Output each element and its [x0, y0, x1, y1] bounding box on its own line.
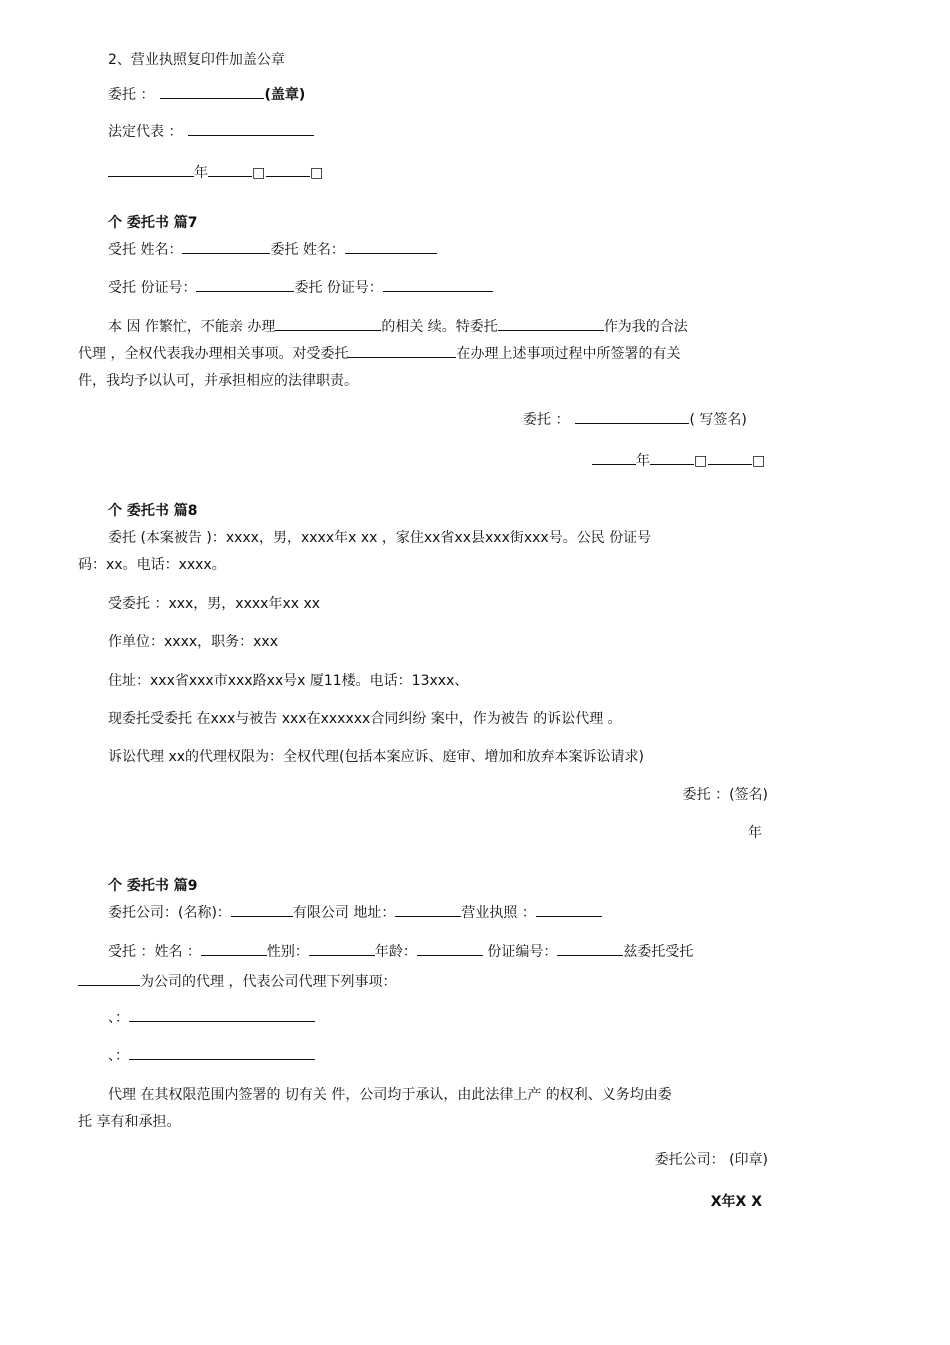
s7-para-1a: 本 因 作繁忙，不能亲 办理 [108, 319, 276, 335]
s9-item-1-blank[interactable] [129, 1008, 315, 1022]
s9-trustee-line [108, 942, 693, 962]
trustee-id-label: 受托 份证号： [108, 280, 197, 296]
s9-age-blank[interactable] [417, 942, 483, 956]
s9-name-label: 受托 ：姓名 ： [108, 944, 201, 960]
s9-age-label: 年龄： [374, 944, 417, 960]
day-label: □ [310, 165, 324, 181]
s9-id-label: 份证编号： [482, 944, 558, 960]
s7-para-2b: 在办理上述事项过程中所签署的有关 [456, 346, 681, 362]
s9-entrust-label: 兹委托受托 [623, 944, 694, 960]
s7-year-label: 年 [636, 453, 650, 469]
s7-sign-blank[interactable] [575, 410, 689, 424]
s9-gender-blank[interactable] [309, 942, 375, 956]
date-line-1 [108, 163, 324, 183]
s7-sign-line [523, 410, 747, 430]
s9-item-2 [108, 1046, 315, 1066]
s7-date-line [592, 451, 766, 471]
s9-company-line [108, 903, 602, 923]
entrusting-party-line [108, 85, 305, 105]
s9-item-2-label: 、： [108, 1048, 129, 1064]
s9-gender-label: 性别： [266, 944, 309, 960]
s8-sign: 委托 ：(签名) [682, 787, 768, 803]
entrusting-party-label: 委托 ： [108, 87, 155, 103]
s7-day-label: □ [752, 453, 766, 469]
truster-name-label: 委托 姓名： [270, 242, 345, 258]
seal-note: (盖章) [264, 87, 306, 103]
month-blank[interactable] [208, 163, 252, 177]
s7-month-label: □ [694, 453, 708, 469]
legal-rep-line [108, 122, 314, 142]
s8-para-6: 诉讼代理 xx的代理权限为：全权代理(包括本案应诉、庭审、增加和放弃本案诉讼请求) [108, 749, 644, 765]
truster-id-blank[interactable] [383, 278, 493, 292]
trustee-id-blank[interactable] [196, 278, 294, 292]
year-blank[interactable] [108, 163, 194, 177]
s9-agent-text: 为公司的代理 ，代表公司代理下列事项： [140, 974, 397, 990]
s7-year-blank[interactable] [592, 451, 636, 465]
s7-sign-label: 委托 ： [523, 412, 570, 428]
agent-blank-2[interactable] [348, 344, 456, 358]
s9-para-1: 代理 在其权限范围内签署的 切有关 件，公司均于承认，由此法律上产 的权利、义务均由委 [108, 1087, 672, 1103]
company-address-label: 有限公司 地址： [292, 905, 396, 921]
matter-blank[interactable] [275, 317, 381, 331]
company-address-blank[interactable] [395, 903, 461, 917]
section-7-title: 个 委托书 篇7 [108, 215, 198, 231]
s7-names-line [108, 240, 437, 260]
trustee-name-blank[interactable] [182, 240, 270, 254]
company-name-label: 委托公司：(名称)： [108, 905, 231, 921]
company-name-blank[interactable] [231, 903, 293, 917]
agent-blank[interactable] [498, 317, 604, 331]
s7-para-2a: 代理 ，全权代表我办理相关事项。对受委托 [78, 346, 349, 362]
section-9-title: 个 委托书 篇9 [108, 878, 198, 894]
s8-para-1: 委托 (本案被告 )：xxxx，男，xxxx年x xx ，家住xx省xx县xxx街xxx号。公民 份证号 [108, 530, 652, 546]
item-2-text: 2、营业执照复印件加盖公章 [108, 52, 285, 68]
year-label: 年 [194, 165, 208, 181]
s9-item-2-blank[interactable] [129, 1046, 315, 1060]
truster-id-label: 委托 份证号： [294, 280, 383, 296]
business-license-blank[interactable] [536, 903, 602, 917]
s9-name-blank[interactable] [201, 942, 267, 956]
entrusting-party-blank[interactable] [160, 85, 264, 99]
s7-day-blank[interactable] [708, 451, 752, 465]
s8-para-1b: 码：xx。电话：xxxx。 [78, 557, 226, 573]
truster-name-blank[interactable] [345, 240, 437, 254]
s7-para-1b: 的相关 续。特委托 [381, 319, 498, 335]
s7-month-blank[interactable] [650, 451, 694, 465]
s8-date: 年 [748, 825, 762, 841]
s7-para-line-1 [108, 317, 688, 337]
business-license-label: 营业执照 ： [461, 905, 536, 921]
trustee-name-label: 受托 姓名： [108, 242, 183, 258]
day-blank[interactable] [266, 163, 310, 177]
s9-agent-blank[interactable] [78, 972, 140, 986]
s9-item-1 [108, 1008, 315, 1028]
legal-rep-label: 法定代表 ： [108, 124, 183, 140]
month-label: □ [252, 165, 266, 181]
s7-sign-note: ( 写签名) [689, 412, 747, 428]
s8-para-3: 作单位：xxxx，职务：xxx [108, 634, 278, 650]
s9-item-1-label: 、： [108, 1010, 129, 1026]
s8-para-5: 现委托受委托 在xxx与被告 xxx在xxxxxx合同纠纷 案中，作为被告 的诉讼代理 。 [108, 711, 622, 727]
s9-id-blank[interactable] [557, 942, 623, 956]
s8-para-4: 住址：xxx省xxx市xxx路xx号x 厦11楼。电话：13xxx、 [108, 673, 469, 689]
s7-para-line-2 [78, 344, 680, 364]
s8-para-2: 受委托 ：xxx，男，xxxx年xx xx [108, 596, 321, 612]
legal-rep-blank[interactable] [188, 122, 314, 136]
s9-agent-line [78, 972, 396, 992]
s7-id-line [108, 278, 493, 298]
s7-para-1c: 作为我的合法 [603, 319, 688, 335]
s9-sign: 委托公司： (印章) [654, 1152, 768, 1168]
s7-para-line-3: 件，我均予以认可，并承担相应的法律职责。 [78, 373, 358, 389]
s9-para-2: 托 享有和承担。 [78, 1114, 181, 1130]
section-8-title: 个 委托书 篇8 [108, 503, 198, 519]
s9-date: X年X X [710, 1194, 762, 1210]
